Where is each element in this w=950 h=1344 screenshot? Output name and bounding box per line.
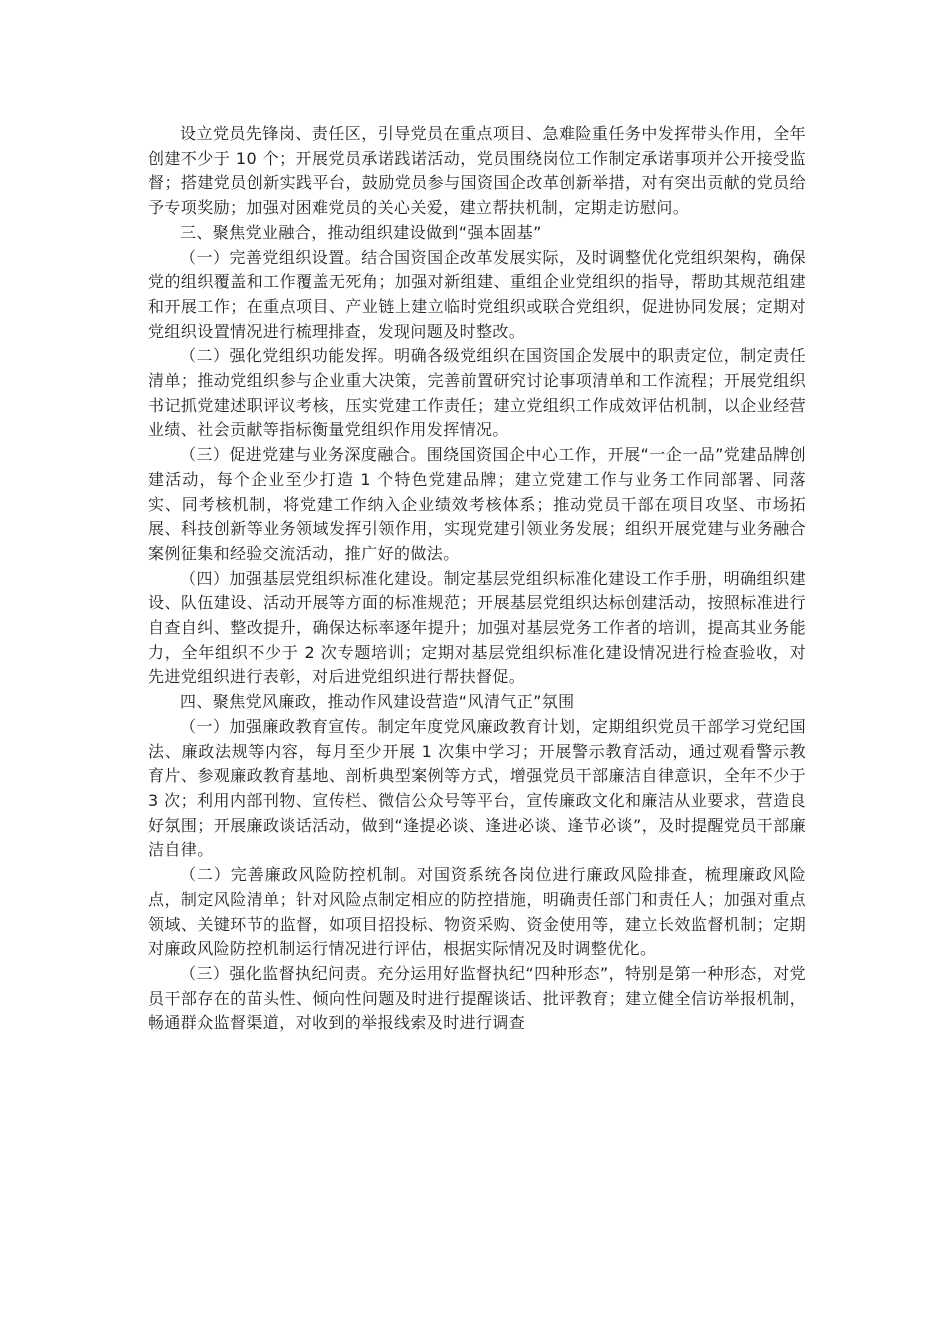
paragraph-3-1: （一）完善党组织设置。结合国资国企改革发展实际，及时调整优化党组织架构，确保党的组织覆盖和工作覆盖无死角；加强对新组建、重组企业党组织的指导，帮助其规范组建和开展工作；在重点项目、产业链上建立临时党组织或联合党组织，促进协同发展；定期对党组织设置情况进行梳理排查，发现问题及时整改。 [148,247,806,341]
document-body [148,122,806,1036]
paragraph-4-1: （一）加强廉政教育宣传。制定年度党风廉政教育计划，定期组织党员干部学习党纪国法、廉政法规等内容，每月至少开展 1 次集中学习；开展警示教育活动，通过观看警示教育片、参观廉政教育基地、剖析典型案例等方式，增强党员干部廉洁自律意识，全年不少于 3 次；利用内部刊物、宣传栏、微信公众号等平台，宣传廉政文化和廉洁从业要求，营造良好氛围；开展廉政谈话活动，做到“逢提必谈、逢进必谈、逢节必谈”，及时提醒党员干部廉洁自律。 [148,716,806,860]
paragraph-4-2: （二）完善廉政风险防控机制。对国资系统各岗位进行廉政风险排查，梳理廉政风险点，制定风险清单；针对风险点制定相应的防控措施，明确责任部门和责任人；加强对重点领域、关键环节的监督，如项目招投标、物资采购、资金使用等，建立长效监督机制；定期对廉政风险防控机制运行情况进行评估，根据实际情况及时调整优化。 [148,865,806,959]
paragraph-3-3: （三）促进党建与业务深度融合。围绕国资国企中心工作，开展“一企一品”党建品牌创建活动，每个企业至少打造 1 个特色党建品牌；建立党建工作与业务工作同部署、同落实、同考核机制，将党建工作纳入企业绩效考核体系；推动党员干部在项目攻坚、市场拓展、科技创新等业务领域发挥引领作用，实现党建引领业务发展；组织开展党建与业务融合案例征集和经验交流活动，推广好的做法。 [148,445,806,563]
paragraph-pioneer-post: 设立党员先锋岗、责任区，引导党员在重点项目、急难险重任务中发挥带头作用，全年创建不少于 10 个；开展党员承诺践诺活动，党员围绕岗位工作制定承诺事项并公开接受监督；搭建党员创新实践平台，鼓励党员参与国资国企改革创新举措，对有突出贡献的党员给予专项奖励；加强对困难党员的关心关爱，建立帮扶机制，定期走访慰问。 [148,124,806,218]
section-heading-4: 四、聚焦党风廉政，推动作风建设营造“风清气正”氛围 [180,692,575,712]
paragraph-3-2: （二）强化党组织功能发挥。明确各级党组织在国资国企发展中的职责定位，制定责任清单；推动党组织参与企业重大决策，完善前置研究讨论事项清单和工作流程；开展党组织书记抓党建述职评议考核，压实党建工作责任；建立党组织工作成效评估机制，以企业经营业绩、社会贡献等指标衡量党组织作用发挥情况。 [148,346,806,440]
paragraph-3-4: （四）加强基层党组织标准化建设。制定基层党组织标准化建设工作手册，明确组织建设、队伍建设、活动开展等方面的标准规范；开展基层党组织达标创建活动，按照标准进行自查自纠、整改提升，确保达标率逐年提升；加强对基层党务工作者的培训，提高其业务能力，全年组织不少于 2 次专题培训；定期对基层党组织标准化建设情况进行检查验收，对先进党组织进行表彰，对后进党组织进行帮扶督促。 [148,568,806,687]
section-heading-3: 三、聚焦党业融合，推动组织建设做到“强本固基” [180,222,542,242]
paragraph-4-3: （三）强化监督执纪问责。充分运用好监督执纪“四种形态”，特别是第一种形态，对党员干部存在的苗头性、倾向性问题及时进行提醒谈话、批评教育；建立健全信访举报机制，畅通群众监督渠道，对收到的举报线索及时进行调查 [148,963,806,1033]
